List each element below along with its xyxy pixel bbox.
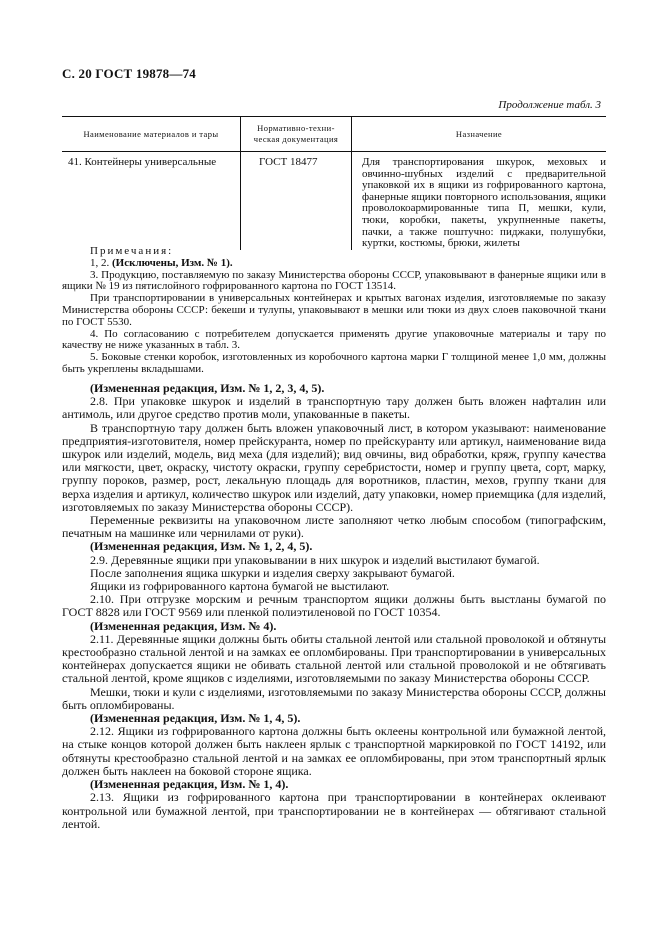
table-row [62,152,606,250]
paragraph-2-10: 2.10. При отгрузке морским и речным транспортом ящики должны быть выстланы бумагой по ГОСТ 8828 или ГОСТ 9569 или пленкой полиэтиленовой по ГОСТ 10354. [62,592,606,620]
paragraph-2-13: 2.13. Ящики из гофрированного картона при транспортировании в контейнерах оклеивают контрольной или бумажной лентой, при транспортировании не в контейнерах — обтягивают стальной лентой. [62,790,606,831]
note-item-1-2-text: (Исключены, Изм. № 1). [112,256,233,269]
table-continuation-label: Продолжение табл. 3 [498,99,601,111]
paragraph-2-12: 2.12. Ящики из гофрированного картона должны быть оклеены контрольной или бумажной лентой, на стыке концов которой должен быть наклеен ярлык с транспортной маркировкой по ГОСТ 14192, или обтянуты крестообразно стальной лентой и на замках ее опломбированы, при этом транспортный ярлык должен быть наклеен на боковой стороне ящика. [62,724,606,778]
revision-note: (Измененная редакция, Изм. № 1, 2, 3, 4, 5). [90,381,325,395]
paragraph-2-8-variables: Переменные реквизиты на упаковочном листе заполняют четко любым способом (типографским, печатным на машинке или чернилами от руки). [62,513,606,541]
materials-table [62,116,606,250]
revision-note: (Измененная редакция, Изм. № 1, 4). [90,777,289,792]
cell-document: ГОСТ 18477 [241,152,352,250]
page-title: С. 20 ГОСТ 19878—74 [62,66,196,81]
paragraph-2-9-cardboard: Ящики из гофрированного картона бумагой не выстилают. [90,579,390,594]
paragraph-2-8: 2.8. При упаковке шкурок и изделий в транспортную тару должен быть вложен нафталин или антимоль, или другое средство против моли, упакованные в пакеты. [62,394,606,422]
paragraph-2-9-cover: После заполнения ящика шкурки и изделия сверху закрывают бумагой. [90,565,455,580]
revision-note: (Измененная редакция, Изм. № 4). [90,618,277,633]
paragraph-2-11-bags: Мешки, тюки и кули с изделиями, изготовляемыми по заказу Министерства обороны СССР, должны быть опломбированы. [62,684,606,712]
revision-note: (Измененная редакция, Изм. № 1, 4, 5). [90,711,301,726]
cell-purpose: Для транспортирования шкурок, меховых и овчинно-шубных изделий с предварительной упаковкой их в ящики из гофрированного картона, фанерные ящики повторного использования, ящики проволокоармированные типа П, мешки, кули, тюки, коробки, пакеты, укрупненные пакеты, пачки, а также поштучно: пиджаки, полушубки, куртки, костюмы, брюки, жилеты [352,152,607,250]
note-item-3-continued: При транспортировании в универсальных контейнерах и крытых вагонах изделия, изготовляемые по заказу Министерства обороны СССР: бекеши и тулупы, упаковывают в мешки или тюки из двух слоев паковочной ткани по ГОСТ 5530. [62,292,606,328]
column-header-documentation: Нормативно-техни-ческая документация [241,117,352,152]
column-header-purpose: Назначение [352,117,607,152]
note-item-3: 3. Продукцию, поставляемую по заказу Министерства обороны СССР, упаковывают в фанерные ящики или в ящики № 19 из пятислойного гофрированного картона по ГОСТ 13514. [62,268,606,293]
column-header-materials: Наименование материалов и тары [62,117,241,152]
cell-material-name: 41. Контейнеры универсальные [68,156,217,168]
note-item-4: 4. По согласованию с потребителем допускается применять другие упаковочные материалы и тару по качеству не ниже указанных в табл. 3. [62,327,606,352]
main-text [62,382,606,831]
paragraph-2-8-packing-list: В транспортную тару должен быть вложен упаковочный лист, в котором указывают: наименование предприятия-изготовителя, номер прейскуранта, номер по прейскуранту или артикул, наименование вида шкурок или изделий, модель, вид меха (для изделий); вид овчины, вид обработки, кряж, группу качества или мягкости, цвет, окраску, чистоту окраски, группу серебристости, номер и группу цвета, сорт, марку, группу пороков, размер, рост, лекальную площадь для воротников, пластин, мехов, группу ткани для верха изделия и артикул, количество шкурок или изделий, дату упаковки, номер приемщика (для изделий, изготовляемых по заказу Министерства обороны СССР). [62,420,606,514]
notes-heading: Примечания: [90,245,174,257]
table-header-row [62,117,606,152]
paragraph-2-11: 2.11. Деревянные ящики должны быть обиты стальной лентой или стальной проволокой и обтянуты крестообразно стальной лентой и на замках ее опломбированы. При транспортировании в универсальных контейнерах допускается ящики не обивать стальной лентой или стальной проволокой и не обтягивать стальной лентой, кроме ящиков с изделиями, изготовляемыми по заказу Министерства обороны СССР. [62,631,606,686]
note-item-1-2 [62,258,606,270]
note-item-5: 5. Боковые стенки коробок, изготовленных из коробочного картона марки Г толщиной менее 1,0 мм, должны быть укреплены вкладышами. [62,351,606,375]
notes-section [62,246,606,376]
paragraph-2-9: 2.9. Деревянные ящики при упаковывании в них шкурок и изделий выстилают бумагой. [90,552,540,567]
revision-note: (Измененная редакция, Изм. № 1, 2, 4, 5). [90,539,313,554]
note-item-1-2-number: 1, 2. [90,256,110,269]
